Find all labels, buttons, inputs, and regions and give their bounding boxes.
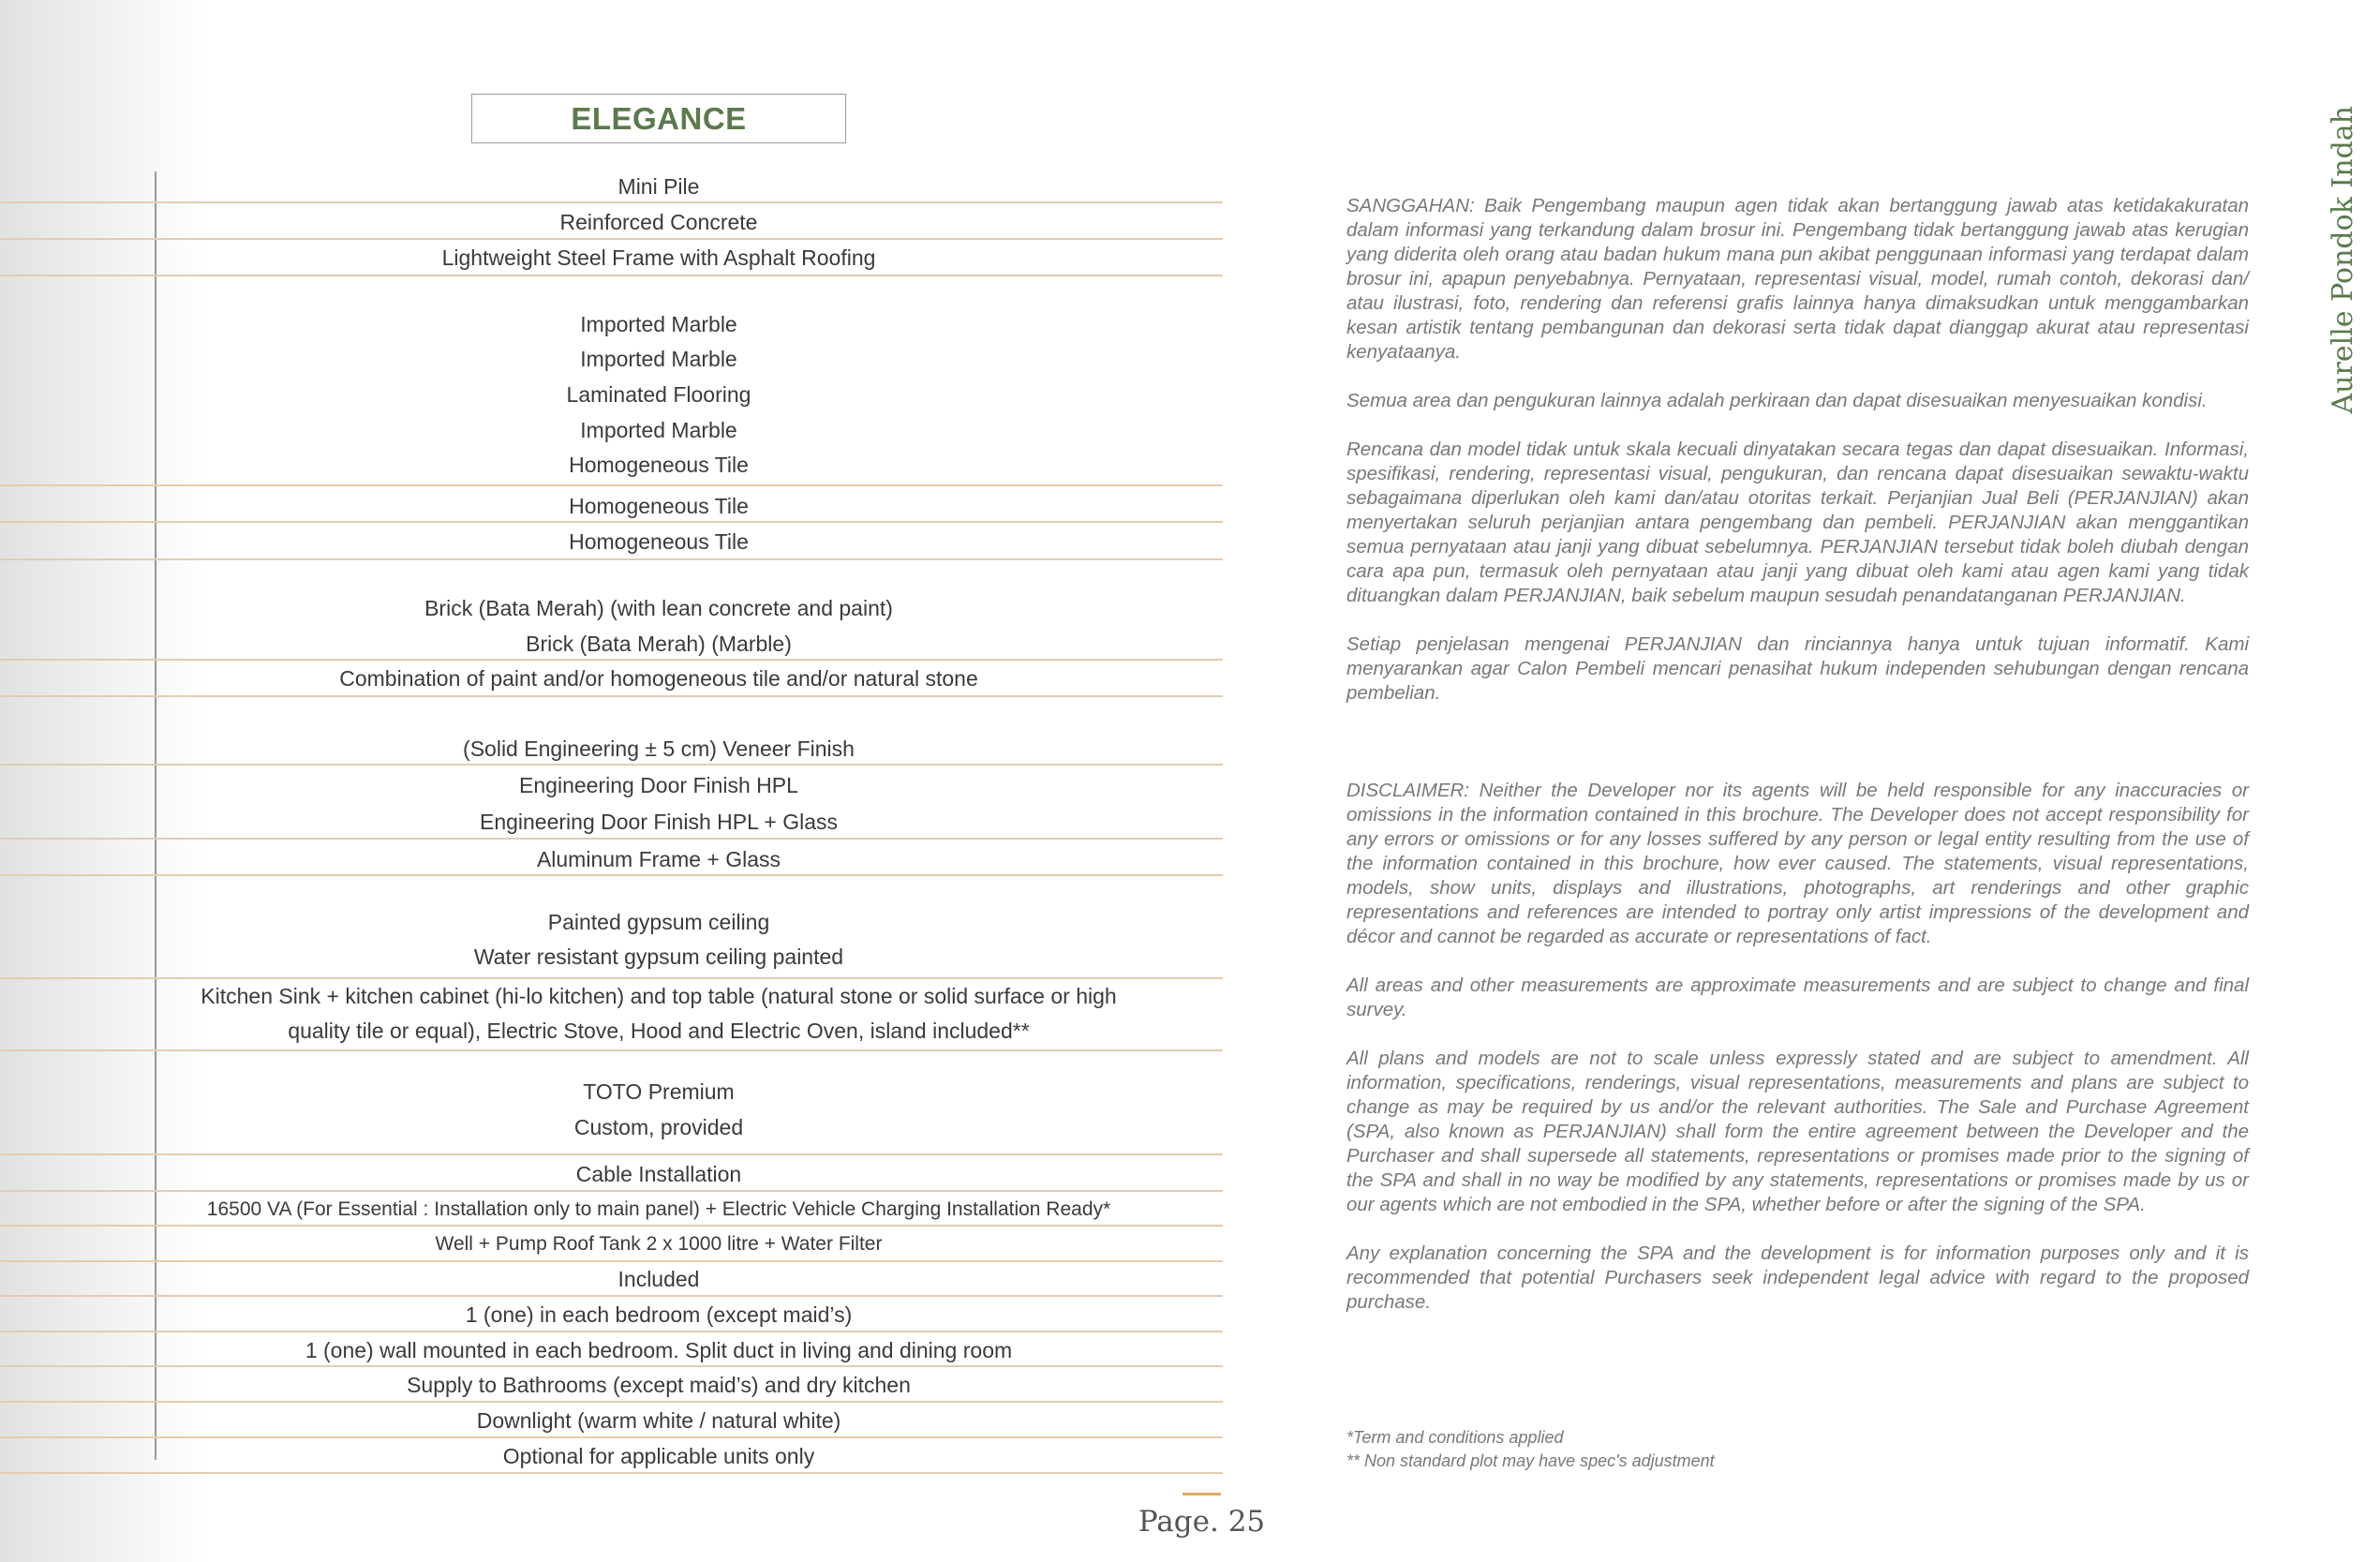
disclaimer-paragraph-id: Semua area dan pengukuran lainnya adalah perkiraan dan dapat disesuaikan menyesuaikan kondisi. — [1346, 390, 2208, 411]
page-number: Page. 25 — [1138, 1505, 1266, 1539]
spec-cell: Homogeneous Tile — [569, 494, 749, 518]
spec-cell: Downlight (warm white / natural white) — [476, 1408, 841, 1433]
row-divider — [0, 1049, 1223, 1051]
disclaimer-paragraph-id: SANGGAHAN: Baik Pengembang maupun agen tidak akan bertanggung jawab atas ketidakakuratan dalam informasi yang terkandung dalam brosur ini. Pengembang tidak bertanggung jawab atas kerugian yang diderita oleh orang atau badan hukum mana pun akibat penggunaan informasi yang terdapat dalam brosur ini, apapun penyebabnya. Pernyataan, representasi visual, model, rumah contoh, dekorasi dan/ atau ilustrasi, foto, rendering dan referensi grafis lainnya hanya dimaksudkan untuk menggambarkan kesan artistik tentang pembangunan dan dekorasi serta tidak dapat dianggap akurat atau representasi kenyataanya. — [1346, 195, 2249, 363]
spec-cell: Water resistant gypsum ceiling painted — [473, 945, 844, 969]
spec-cell: Custom, provided — [573, 1115, 744, 1139]
row-divider — [0, 1436, 1223, 1438]
spec-table-title: ELEGANCE — [471, 94, 846, 143]
row-divider — [0, 1260, 1223, 1262]
footnotes — [1346, 1426, 2249, 1473]
row-divider — [0, 1153, 1223, 1155]
disclaimer-paragraph-id: Setiap penjelasan mengenai PERJANJIAN dan rinciannya hanya untuk tujuan informatif. Kami menyarankan agar Calon Pembeli mencari penasihat hukum independen sehubungan dengan rencana pembelian. — [1346, 633, 2249, 704]
disclaimer-paragraph-id: Rencana dan model tidak untuk skala kecuali dinyatakan secara tegas dan dapat disesuaikan. Informasi, spesifikasi, rendering, representasi visual, pengukuran, dan rencana dapat disesuaikan sewaktu-waktu sebagaimana diperlukan oleh kami dan/atau otoritas terkait. Perjanjian Jual Beli (PERJANJIAN) akan menyertakan seluruh perjanjian antara pengembang dan pembeli. PERJANJIAN akan menggantikan semua pernyataan atau janji yang dibuat sebelumnya. PERJANJIAN tersebut tidak boleh diubah dengan cara apa pun, termasuk oleh pernyataan atau janji yang dibuat oleh kami atau agen kami yang tidak dituangkan dalam PERJANJIAN, baik sebelum maupun sesudah penandatanganan PERJANJIAN. — [1346, 439, 2249, 606]
row-divider — [0, 238, 1223, 240]
spec-cell: (Solid Engineering ± 5 cm) Veneer Finish — [463, 736, 855, 761]
spec-cell: Lightweight Steel Frame with Asphalt Roofing — [441, 245, 876, 270]
spec-cell: Homogeneous Tile — [569, 529, 749, 554]
spec-cell: Homogeneous Tile — [569, 453, 749, 477]
row-divider — [0, 1331, 1223, 1332]
row-divider — [0, 558, 1223, 560]
spec-cell: TOTO Premium — [583, 1079, 735, 1104]
paragraph-spacer — [1346, 730, 2249, 779]
spec-cell: Mini Pile — [617, 174, 700, 199]
disclaimer-paragraph-en: All areas and other measurements are approximate measurements and are subject to change and final survey. — [1346, 974, 2249, 1020]
disclaimer-paragraph-en: Any explanation concerning the SPA and the development is for information purposes only and it is recommended that potential Purchasers seek independent legal advice with regard to the proposed purchase. — [1346, 1242, 2249, 1313]
side-title — [2314, 105, 2371, 414]
disclaimer-notes — [1346, 194, 2249, 1339]
disclaimer-paragraph-en: All plans and models are not to scale unless expressly stated and are subject to amendment. All information, specifications, renderings, visual representations, measurements and plans are subject to change as may be required by us and/or the relevant authorities. The Sale and Purchase Agreement (SPA, also known as PERJANJIAN) shall form the entire agreement between the Developer and the Purchaser and shall supersede all statements, representations or promises made prior to the signing of the SPA and shall in no way be modified by any statements, representations or promises made by us or our agents which are not embodied in the SPA, whether before or after the signing of the SPA. — [1346, 1048, 2249, 1215]
row-divider — [0, 764, 1223, 766]
row-divider — [0, 659, 1223, 661]
row-divider — [0, 1225, 1223, 1227]
spec-cell: 1 (one) wall mounted in each bedroom. Split duct in living and dining room — [305, 1338, 1013, 1362]
spec-cell: Imported Marble — [580, 312, 737, 336]
row-divider — [0, 695, 1223, 697]
spec-cell: Aluminum Frame + Glass — [536, 847, 781, 871]
spec-cell: Brick (Bata Merah) (with lean concrete and paint) — [424, 596, 893, 620]
row-divider — [0, 1190, 1223, 1192]
spec-cell: Imported Marble — [580, 418, 737, 442]
spec-cell: Included — [617, 1267, 700, 1291]
spec-cell: Well + Pump Roof Tank 2 x 1000 litre + Water Filter — [435, 1233, 883, 1255]
spec-cell: Reinforced Concrete — [559, 210, 758, 234]
spec-cell: Combination of paint and/or homogeneous tile and/or natural stone — [339, 666, 978, 691]
row-divider — [0, 1472, 1223, 1474]
footnote: *Term and conditions applied — [1346, 1428, 1564, 1447]
row-divider — [0, 1401, 1223, 1403]
spec-cell: Imported Marble — [580, 347, 737, 371]
spec-cell: 1 (one) in each bedroom (except maid’s) — [465, 1302, 853, 1327]
row-divider — [0, 874, 1223, 876]
row-divider — [0, 201, 1223, 203]
row-divider — [0, 1295, 1223, 1297]
spec-cell: Painted gypsum ceiling — [547, 910, 770, 934]
row-divider — [0, 521, 1223, 523]
spec-cell: Supply to Bathrooms (except maid’s) and dry kitchen — [407, 1373, 911, 1397]
row-divider — [0, 275, 1223, 276]
spec-cell: Cable Installation — [575, 1162, 742, 1186]
row-divider — [0, 484, 1223, 486]
row-divider — [0, 838, 1223, 840]
table-vertical-rule — [155, 171, 156, 1460]
spec-cell: Brick (Bata Merah) (Marble) — [526, 632, 792, 656]
spec-cell: 16500 VA (For Essential : Installation only to main panel) + Electric Vehicle Charging Installation Ready* — [206, 1198, 1111, 1220]
spec-cell: Kitchen Sink + kitchen cabinet (hi-lo kitchen) and top table (natural stone or solid surface or high quality tile or equal), Electric Stove, Hood and Electric Oven, island included** — [201, 984, 1117, 1043]
spec-cell: Engineering Door Finish HPL — [519, 773, 798, 797]
spec-cell: Optional for applicable units only — [502, 1444, 815, 1468]
row-divider — [0, 1365, 1223, 1367]
page-number-accent — [1183, 1493, 1221, 1495]
footnote: ** Non standard plot may have spec's adjustment — [1346, 1451, 1715, 1470]
spec-cell: Engineering Door Finish HPL + Glass — [479, 810, 839, 834]
spec-cell: Laminated Flooring — [566, 382, 751, 407]
disclaimer-paragraph-en: DISCLAIMER: Neither the Developer nor its agents will be held responsible for any inaccuracies or omissions in the information contained in this brochure. The Developer does not accept responsibility for any errors or omissions or for any losses suffered by any person or legal entity resulting from the use of the information contained in this brochure, how ever caused. The statements, visual representations, models, show units, displays and illustrations, photographs, art renderings and other graphic representations and references are intended to portray only artist impressions of the development and décor and cannot be regarded as accurate or representations of fact. — [1346, 780, 2249, 947]
side-title-text: Aurelle Pondok Indah — [2326, 105, 2359, 414]
